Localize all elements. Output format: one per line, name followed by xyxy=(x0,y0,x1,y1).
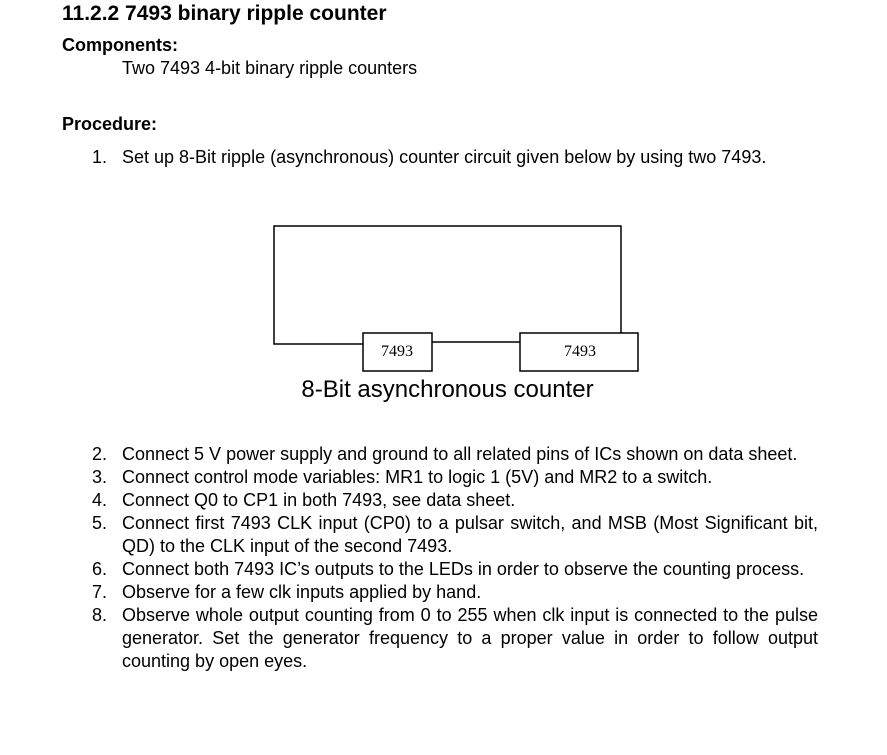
ic1-label: 7493 xyxy=(381,343,413,360)
procedure-heading: Procedure: xyxy=(62,114,158,134)
step-number: 7. xyxy=(92,582,108,602)
components-text: Two 7493 4-bit binary ripple counters xyxy=(122,58,418,78)
procedure-step xyxy=(0,581,818,604)
step-number: 1. xyxy=(92,147,108,167)
ic2-label: 7493 xyxy=(564,343,596,360)
step-text: Connect both 7493 IC’s outputs to the LEDs in order to observe the counting process. xyxy=(122,559,805,579)
step-number: 8. xyxy=(92,605,108,625)
procedure-step xyxy=(0,466,818,489)
procedure-steps-list xyxy=(0,146,818,169)
procedure-step xyxy=(0,443,818,466)
step-text: Connect Q0 to CP1 in both 7493, see data sheet. xyxy=(122,490,516,510)
procedure-step xyxy=(0,489,818,512)
counter-circuit-diagram xyxy=(260,218,640,418)
procedure-step xyxy=(0,604,818,673)
section-title: 11.2.2 7493 binary ripple counter xyxy=(62,2,387,25)
step-text: Connect control mode variables: MR1 to logic 1 (5V) and MR2 to a switch. xyxy=(122,467,713,487)
step-text: Connect first 7493 CLK input (CP0) to a pulsar switch, and MSB (Most Significant bit, QD) to the CLK input of the second 7493. xyxy=(122,513,818,556)
step-number: 2. xyxy=(92,444,108,464)
components-heading: Components: xyxy=(62,35,178,55)
step-text: Observe for a few clk inputs applied by hand. xyxy=(122,582,482,602)
procedure-step xyxy=(0,146,818,169)
figure-caption: 8-Bit asynchronous counter xyxy=(301,376,594,403)
feedback-wire xyxy=(274,226,621,344)
step-text: Connect 5 V power supply and ground to all related pins of ICs shown on data sheet. xyxy=(122,444,798,464)
step-text: Observe whole output counting from 0 to 255 when clk input is connected to the pulse generator. Set the generator frequency to a proper value in order to follow output counting by open eyes. xyxy=(122,605,818,671)
step-number: 5. xyxy=(92,513,108,533)
step-number: 3. xyxy=(92,467,108,487)
procedure-step xyxy=(0,558,818,581)
step-text: Set up 8-Bit ripple (asynchronous) counter circuit given below by using two 7493. xyxy=(122,147,767,167)
procedure-step xyxy=(0,512,818,558)
step-number: 4. xyxy=(92,490,108,510)
step-number: 6. xyxy=(92,559,108,579)
procedure-steps-list-continued xyxy=(0,443,818,673)
